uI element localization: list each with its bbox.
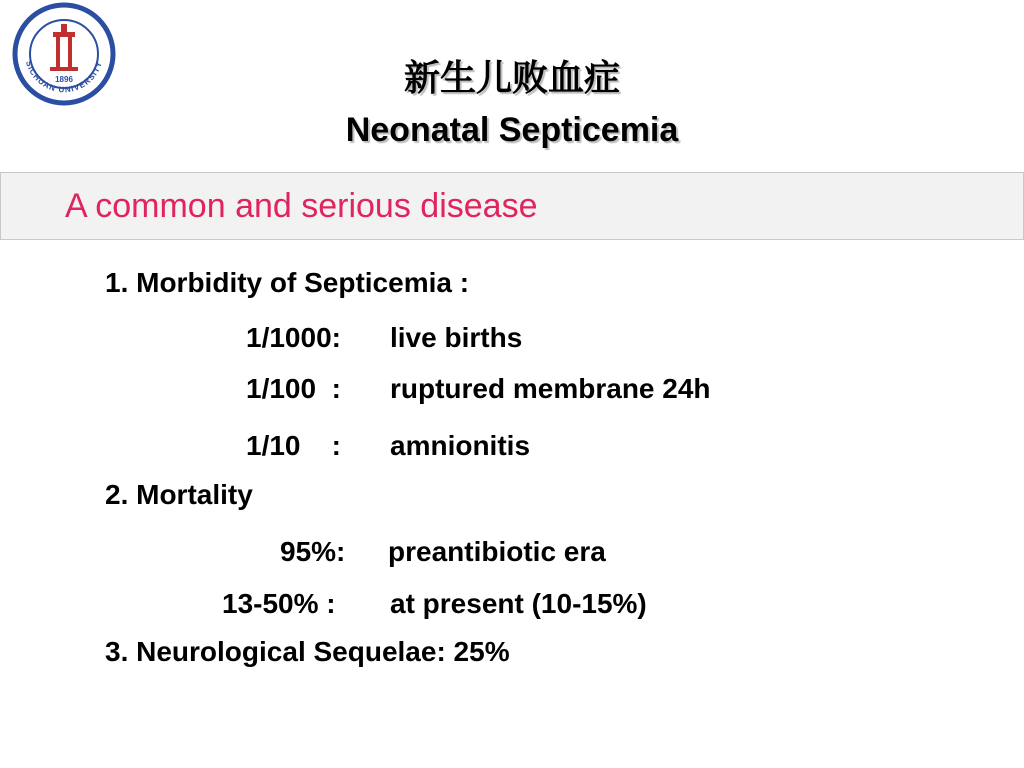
- title-english: Neonatal Septicemia: [345, 111, 679, 149]
- logo-year: 1896: [55, 75, 73, 84]
- title-chinese: 新生儿败血症: [403, 58, 620, 99]
- mortality-desc-1: preantibiotic era: [388, 536, 606, 567]
- mortality-value-2: 13-50% :: [222, 588, 336, 619]
- morbidity-desc-2: ruptured membrane 24h: [390, 373, 711, 404]
- morbidity-value-1: 1/1000:: [246, 322, 341, 353]
- morbidity-value-2: 1/100 :: [246, 373, 341, 404]
- morbidity-desc-3: amnionitis: [390, 430, 531, 461]
- mortality-heading: 2. Mortality: [105, 479, 253, 510]
- morbidity-value-3: 1/10 :: [246, 430, 341, 461]
- morbidity-heading: 1. Morbidity of Septicemia :: [105, 267, 470, 298]
- mortality-value-1: 95%:: [280, 536, 346, 567]
- neurological-heading: 3. Neurological Sequelae: 25%: [105, 636, 510, 667]
- morbidity-desc-1: live births: [390, 322, 523, 353]
- logo-ring-text: SICHUAN UNIVERSITY: [23, 59, 105, 95]
- subtitle-banner: [0, 172, 1024, 240]
- mortality-desc-2: at present (10-15%): [390, 588, 647, 619]
- subtitle-text: A common and serious disease: [65, 187, 538, 225]
